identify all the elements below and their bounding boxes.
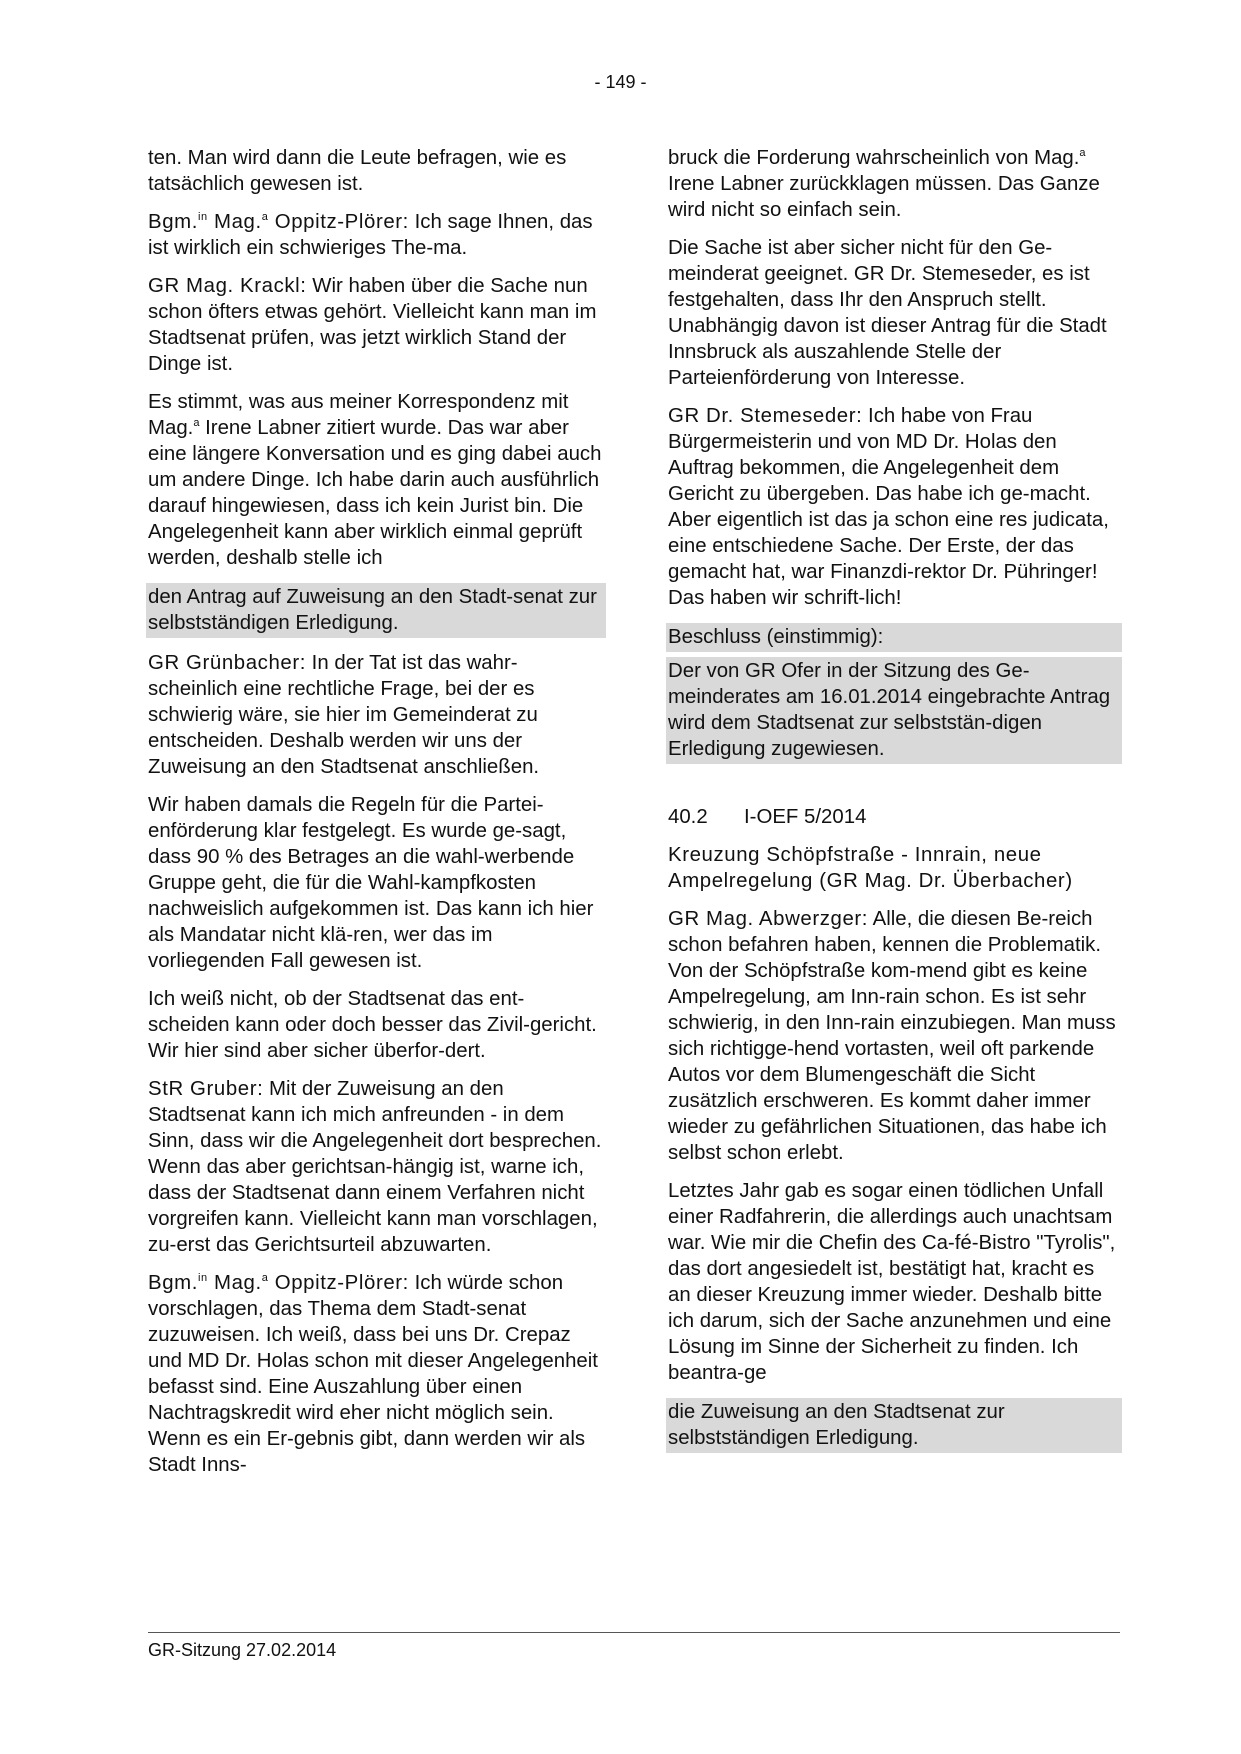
paragraph: StR Gruber: Mit der Zuweisung an den Stadtsenat kann ich mich anfreunden - in dem Sinn, dass wir die Angelegenheit dort besprechen. Wenn das aber gerichtsan-hängig ist, warne ich, dass der Stadtsenat dann einem Verfahren nicht vorgreifen kann. Vielleicht kann man vorschlagen, zu-erst das Gerichtsurteil abzuwarten.	[148, 1078, 602, 1256]
speaker-name: GR Mag. Abwerzger:	[668, 908, 869, 930]
resolution-label: Beschluss (einstimmig):	[666, 623, 1122, 652]
agenda-item-number: 40.2	[668, 806, 708, 828]
speaker-name: Bgm.$^{in}$ Mag.$^a$ Oppitz-Plörer:	[148, 211, 409, 233]
paragraph: Bgm.$^{in}$ Mag.$^a$ Oppitz-Plörer: Ich würde schon vorschlagen, das Thema dem Stadt-senat zuzuweisen. Ich weiß, dass bei uns Dr. Crepaz und MD Dr. Holas schon mit dieser Angelegenheit befasst sind. Eine Auszahlung über einen Nachtragskredit wird eher nicht möglich sein. Wenn es ein Er-gebnis gibt, dann werden wir als Stadt Inns-	[148, 1272, 598, 1476]
left-column	[148, 145, 604, 1490]
motion-highlight: den Antrag auf Zuweisung an den Stadt-senat zur selbstständigen Erledigung.	[146, 583, 606, 638]
right-column	[668, 145, 1120, 1465]
speaker-name: GR Mag. Krackl:	[148, 275, 307, 297]
paragraph: GR Dr. Stemeseder: Ich habe von Frau Bürgermeisterin und von MD Dr. Holas den Auftrag bekommen, die Angelegenheit dem Gericht zu übergeben. Das habe ich ge-macht. Aber eigentlich ist das ja schon eine res judicata, eine entschiedene Sache. Der Erste, der das gemacht hat, war Finanzdi-rektor Dr. Pühringer! Das haben wir schrift-lich!	[668, 405, 1109, 609]
speaker-name: GR Grünbacher:	[148, 652, 306, 674]
paragraph: ten. Man wird dann die Leute befragen, wie es tatsächlich gewesen ist.	[148, 147, 567, 195]
motion-highlight: die Zuweisung an den Stadtsenat zur selbstständigen Erledigung.	[666, 1398, 1122, 1453]
agenda-item-heading	[668, 804, 1120, 830]
paragraph: Ich weiß nicht, ob der Stadtsenat das ent-scheiden kann oder doch besser das Zivil-gericht. Wir hier sind aber sicher überfor-dert.	[148, 988, 597, 1062]
paragraph: GR Mag. Abwerzger: Alle, die diesen Be-reich schon befahren haben, kennen die Problematik. Von der Schöpfstraße kom-mend gibt es keine Ampelregelung, am Inn-rain schon. Es ist sehr schwierig, in den Inn-rain einzubiegen. Man muss sich richtigge-hend vortasten, weil oft parkende Autos vor dem Blumengeschäft die Sicht zusätzlich erschweren. Es kommt daher immer wieder zu gefährlichen Situationen, das habe ich selbst schon erlebt.	[668, 908, 1116, 1164]
footer-session-date: GR-Sitzung 27.02.2014	[148, 1640, 337, 1660]
paragraph: GR Mag. Krackl: Wir haben über die Sache nun schon öfters etwas gehört. Vielleicht kann man im Stadtsenat prüfen, was jetzt wirklich Stand der Dinge ist.	[148, 275, 597, 375]
paragraph: Wir haben damals die Regeln für die Partei-enförderung klar festgelegt. Es wurde ge-sagt, dass 90 % des Betrages an die wahl-werbende Gruppe geht, die für die Wahl-kampfkosten nachweislich aufgekommen ist. Das kann ich hier als Mandatar nicht klä-ren, wer das im vorliegenden Fall gewesen ist.	[148, 794, 594, 972]
speaker-name: GR Dr. Stemeseder:	[668, 405, 863, 427]
paragraph: Die Sache ist aber sicher nicht für den Ge-meinderat geeignet. GR Dr. Stemeseder, es ist festgehalten, dass Ihr den Anspruch stellt. Unabhängig davon ist dieser Antrag für die Stadt Innsbruck als auszahlende Stelle der Parteienförderung von Interesse.	[668, 237, 1107, 389]
agenda-item-title: Kreuzung Schöpfstraße - Innrain, neue Ampelregelung (GR Mag. Dr. Überbacher)	[668, 844, 1073, 892]
speaker-name: StR Gruber:	[148, 1078, 264, 1100]
page-number: - 149 -	[594, 72, 647, 92]
paragraph: Bgm.$^{in}$ Mag.$^a$ Oppitz-Plörer: Ich sage Ihnen, das ist wirklich ein schwieriges The-ma.	[148, 211, 593, 259]
paragraph: Es stimmt, was aus meiner Korrespondenz mit Mag.$^a$ Irene Labner zitiert wurde. Das war aber eine längere Konversation und es ging dabei auch um andere Dinge. Ich habe darin auch ausführlich darauf hingewiesen, dass ich kein Jurist bin. Die Angelegenheit kann aber wirklich einmal geprüft werden, deshalb stelle ich	[148, 391, 602, 569]
paragraph: bruck die Forderung wahrscheinlich von Mag.$^a$ Irene Labner zurückklagen müssen. Das Ganze wird nicht so einfach sein.	[668, 147, 1100, 221]
speaker-name: Bgm.$^{in}$ Mag.$^a$ Oppitz-Plörer:	[148, 1272, 409, 1294]
paragraph: Letztes Jahr gab es sogar einen tödlichen Unfall einer Radfahrerin, die allerdings auch unachtsam war. Wie mir die Chefin des Ca-fé-Bistro "Tyrolis", das dort angesiedelt ist, bestätigt hat, kracht es an dieser Kreuzung immer wieder. Deshalb bitte ich darum, sich der Sache anzunehmen und eine Lösung im Sinne der Sicherheit zu finden. Ich beantra-ge	[668, 1180, 1116, 1384]
agenda-item-code: I-OEF 5/2014	[744, 806, 867, 828]
paragraph: GR Grünbacher: In der Tat ist das wahr-scheinlich eine rechtliche Frage, bei der es schwierig wäre, sie hier im Gemeinderat zu entscheiden. Deshalb werden wir uns der Zuweisung an den Stadtsenat anschließen.	[148, 652, 540, 778]
resolution-text: Der von GR Ofer in der Sitzung des Ge-meinderates am 16.01.2014 eingebrachte Antrag wird dem Stadtsenat zur selbststän-digen Erledigung zugewiesen.	[666, 657, 1122, 764]
footer-divider	[148, 1632, 1120, 1633]
